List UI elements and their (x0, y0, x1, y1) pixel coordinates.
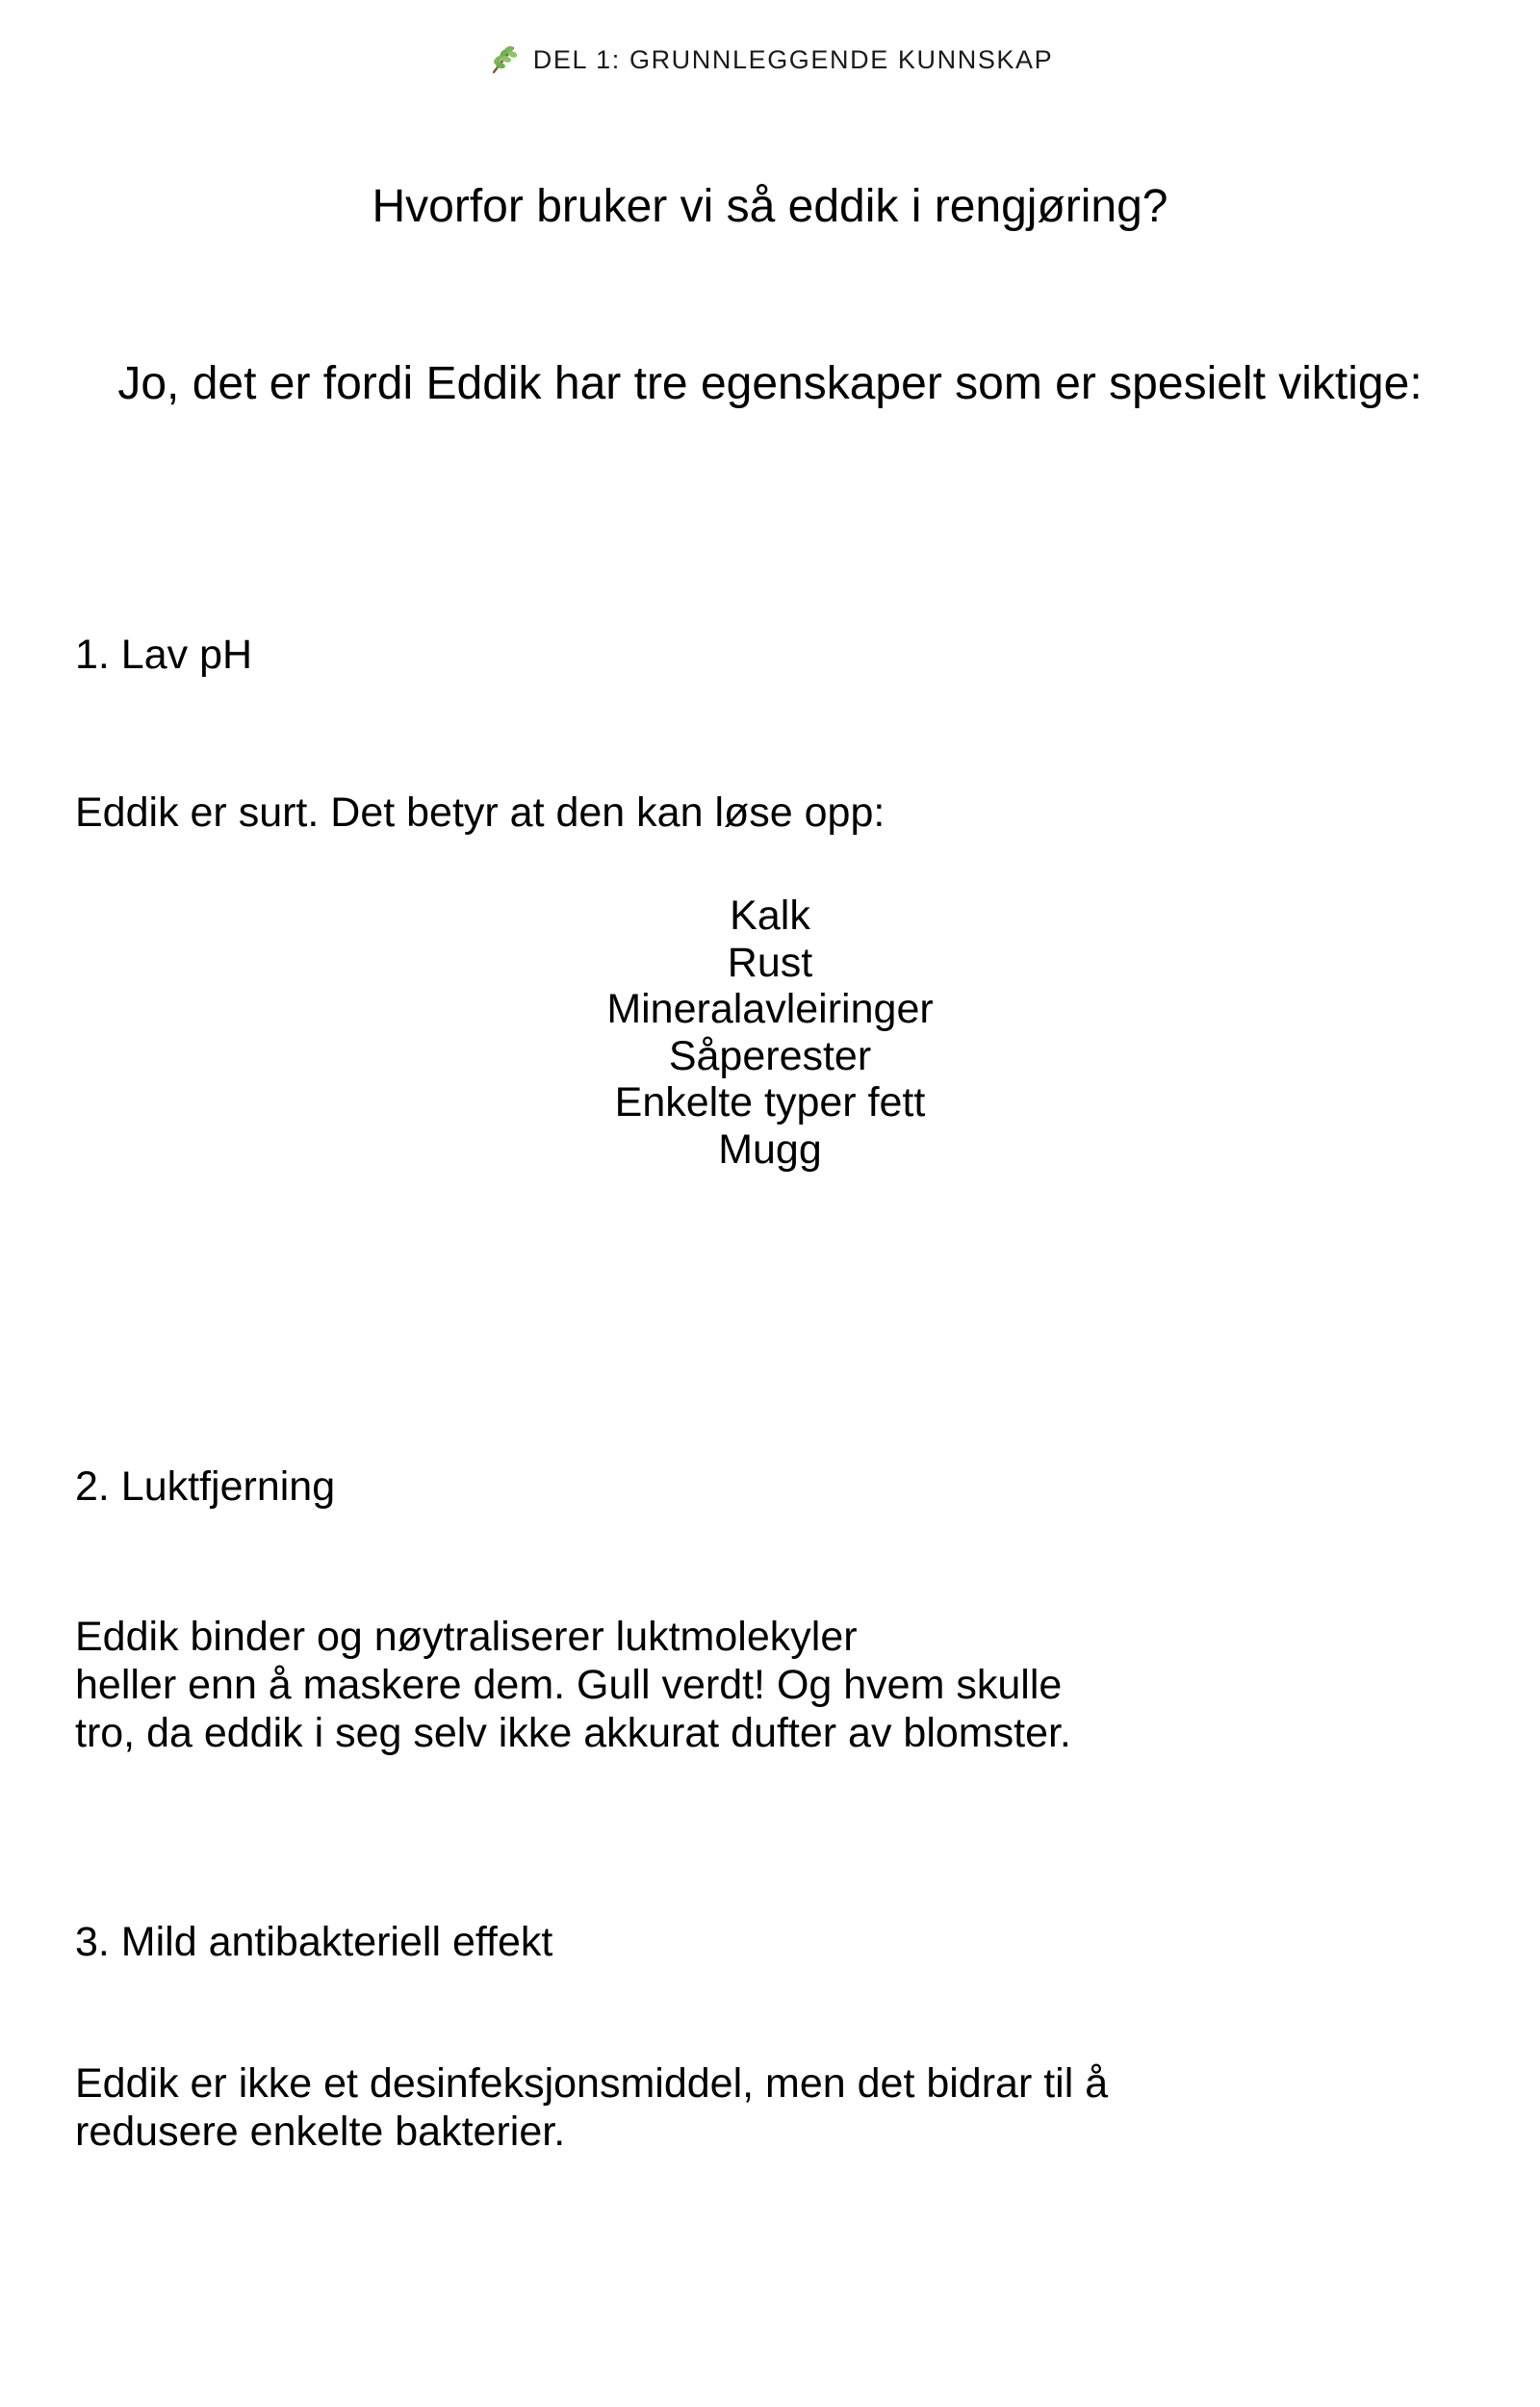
section-2-paragraph (75, 1614, 1480, 1758)
list-item: Enkelte typer fett (614, 1079, 926, 1126)
paragraph-line: heller enn å maskere dem. Gull verdt! Og hvem skulle (75, 1661, 1063, 1708)
section-heading-1: 1. Lav pH (75, 631, 253, 678)
list-item: Mugg (718, 1126, 822, 1173)
paragraph-line: Eddik er ikke et desinfeksjonsmiddel, men det bidrar til å (75, 2060, 1109, 2107)
paragraph-line: redusere enkelte bakterier. (75, 2108, 566, 2155)
section-heading-2: 2. Luktfjerning (75, 1462, 336, 1510)
list-item: Rust (727, 939, 813, 986)
section-1-paragraph: Eddik er surt. Det betyr at den kan løse opp: (75, 789, 886, 836)
section-3-paragraph (75, 2060, 1480, 2157)
running-header (0, 40, 1540, 79)
list-item: Såperester (668, 1032, 872, 1079)
page-title: Hvorfor bruker vi så eddik i rengjøring? (372, 181, 1168, 233)
section-heading-3: 3. Mild antibakteriell effekt (75, 1918, 553, 1965)
list-item: Kalk (730, 893, 810, 939)
paragraph-line: tro, da eddik i seg selv ikke akkurat dufter av blomster. (75, 1709, 1071, 1756)
dissolves-list (75, 893, 1465, 1173)
list-item: Mineralavleiringer (606, 986, 934, 1033)
intro-paragraph: Jo, det er fordi Eddik har tre egenskaper som er spesielt viktige: (117, 358, 1423, 409)
paragraph-line: Eddik binder og nøytraliserer luktmolekyler (75, 1614, 858, 1660)
herb-sprig-icon (487, 43, 520, 76)
running-header-label: DEL 1: GRUNNLEGGENDE KUNNSKAP (532, 44, 1054, 74)
